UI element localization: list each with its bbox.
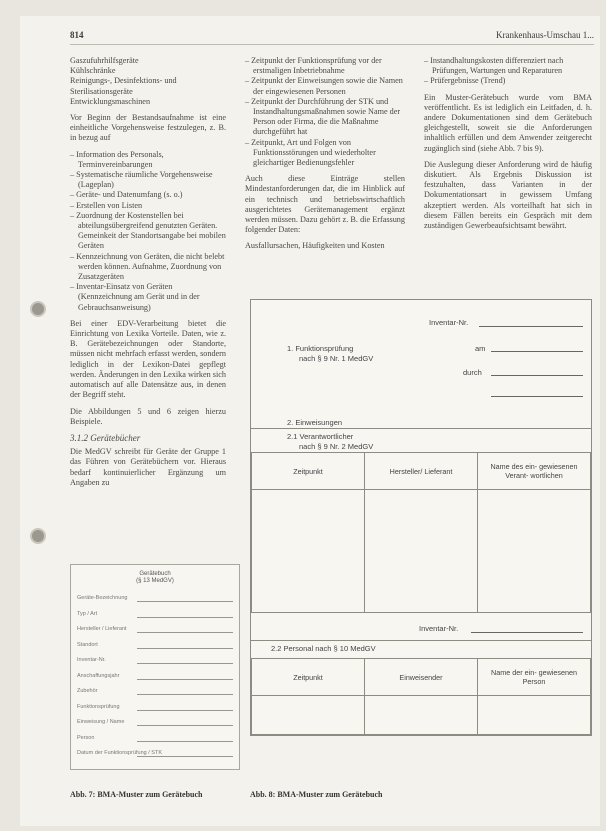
- list-item: – Geräte- und Datenumfang (s. o.): [70, 190, 183, 200]
- table-cell[interactable]: [478, 696, 591, 735]
- durch-label: durch: [463, 368, 482, 377]
- figure-caption: Abb. 7: BMA-Muster zum Gerätebuch: [70, 790, 203, 799]
- geraetebuch-form-small: [70, 564, 240, 770]
- bullet-list: [70, 150, 226, 313]
- form-row-label: Geräte-Bezeichnung: [77, 595, 128, 601]
- section-subtitle: nach § 9 Nr. 2 MedGV: [299, 442, 374, 451]
- form-row-field[interactable]: [137, 617, 233, 618]
- paragraph: Die Auslegung dieser Anforderung wird de häufig diskutiert. Als Ergebnis Diskussion ist festzuhalten, dass Varianten in der Dokumentationsart in gewissem Umfang akzeptiert werden. Als vorteilhaft hat sich in diesem Fällen bereits ein Gespräch mit dem zuständigen Gewerbeaufsichtsamt bewährt.: [424, 159, 592, 231]
- section-title: 2.1 Verantwortlicher: [287, 432, 354, 441]
- list-item: – Prüfergebnisse (Trend): [424, 76, 506, 86]
- paragraph: Vor Beginn der Bestandsaufnahme ist eine einheitliche Vorgehensweise festzulegen, z. B. in bezug auf: [70, 113, 226, 143]
- text-column-2: [245, 56, 405, 258]
- punch-hole-icon: [30, 528, 46, 544]
- paragraph: Bei einer EDV-Verarbeitung bietet die Einrichtung von Lexika Vorteile. Daten, wie z. B. Gerätebezeichnungen oder Standorte, müssen nicht mehrfach erfasst werden, sondern lediglich in der Lexikon-Datei gepflegt werden. Änderungen in den Lexika wirken sich automatisch auf alle Datensätze aus, in denen der Begriff steht.: [70, 318, 226, 400]
- text-column-3: [424, 56, 592, 237]
- divider: [251, 640, 591, 641]
- form-row-field[interactable]: [137, 632, 233, 633]
- form-row-field[interactable]: [137, 663, 233, 664]
- inventar-field[interactable]: [471, 632, 583, 633]
- list-item: – Zeitpunkt der Durchführung der STK und Instandhaltungsmaßnahmen sowie Name der Person oder Firma, die die Maßnahme durchgeführt hat: [245, 96, 401, 137]
- form-row-label: Inventar-Nr.: [77, 657, 106, 663]
- form-row-label: Person: [77, 734, 95, 741]
- am-field[interactable]: [491, 351, 583, 352]
- geraetebuch-form-large: [250, 299, 592, 736]
- form-row-field[interactable]: [137, 601, 233, 602]
- form-row-label: Zubehör: [77, 688, 98, 694]
- running-title: Krankenhaus-Umschau 1...: [496, 30, 594, 40]
- form-row-label: Hersteller / Lieferant: [77, 626, 127, 632]
- form-row: [77, 595, 233, 601]
- inventar-label: Inventar-Nr.: [429, 318, 469, 327]
- list-item: Gaszufuhrhilfsgeräte: [70, 56, 139, 65]
- am-label: am: [475, 344, 486, 353]
- form-row-field[interactable]: [137, 679, 233, 680]
- form-row-field[interactable]: [137, 756, 233, 757]
- list-item: Entwicklungsmaschinen: [70, 96, 151, 106]
- list-item: Reinigungs-, Desinfektions- und Sterilisationsgeräte: [70, 76, 177, 96]
- form-row-field[interactable]: [137, 725, 233, 726]
- bullet-list: [424, 56, 592, 87]
- text-column-1: [70, 56, 226, 494]
- table-cell[interactable]: [252, 490, 365, 613]
- list-item: – Zeitpunkt der Einweisungen sowie die Namen der eingewiesenen Personen: [245, 76, 403, 96]
- durch-field-2[interactable]: [491, 396, 583, 397]
- column-header: Hersteller/ Lieferant: [365, 453, 478, 490]
- section-title: 2.2 Personal nach § 10 MedGV: [271, 644, 376, 653]
- list-item: – Erstellen von Listen: [70, 200, 143, 210]
- table-row: [252, 490, 591, 613]
- form-row: [77, 704, 233, 710]
- page-sheet: [20, 16, 600, 826]
- form-row-field[interactable]: [137, 648, 233, 649]
- form-row-field[interactable]: [137, 710, 233, 711]
- section-heading: 3.1.2 Gerätebücher: [70, 432, 141, 443]
- form-row: [77, 688, 233, 694]
- form-row-label: Standort: [77, 641, 98, 648]
- column-header: Name des ein- gewiesenen Verant- wortlichen: [478, 453, 591, 490]
- inventar-field[interactable]: [479, 326, 583, 327]
- paragraph: Ein Muster-Gerätebuch wurde vom BMA veröffentlicht. Es ist lediglich ein Leitfaden, d. h. andere Dokumentationen sind dem Gerätebuch gleichgestellt, soweit sie die Anforderungen inhaltlich erfüllen und dem Anwender zeitgerecht zugänglich sind (siehe Abb. 7 bis 9).: [424, 92, 592, 153]
- paragraph: Die Abbildungen 5 und 6 zeigen hierzu Beispiele.: [70, 406, 226, 426]
- section-subtitle: nach § 9 Nr. 1 MedGV: [299, 354, 374, 363]
- section-title: 1. Funktionsprüfung: [287, 344, 354, 353]
- paragraph: Ausfallursachen, Häufigkeiten und Kosten: [245, 241, 385, 251]
- figure-caption: Abb. 8: BMA-Muster zum Gerätebuch: [250, 790, 383, 799]
- form-row-label: Einweisung / Name: [77, 719, 125, 725]
- column-header: Einweisender: [365, 659, 478, 696]
- list-item: – Inventar-Einsatz von Geräten (Kennzeichnung am Gerät und in der Gebrauchsanweisung): [70, 282, 200, 312]
- inventar-label: Inventar-Nr.: [419, 624, 459, 633]
- form-row: [77, 719, 233, 725]
- page-number: 814: [70, 30, 84, 40]
- table-header-row: [252, 659, 591, 696]
- form-row-field[interactable]: [137, 694, 233, 695]
- paragraph: Auch diese Einträge stellen Mindestanforderungen dar, die im Hinblick auf ein technisch und betriebswirtschaftlich ausgerichtetes Gerätemanagement ergänzt werden müssen. Dazu gehört z. B. die Erfassung folgender Daten:: [245, 174, 405, 235]
- column-header: Name der ein- gewiesenen Person: [478, 659, 591, 696]
- form-row: [77, 673, 233, 679]
- bullet-list: [245, 56, 405, 168]
- list-item: – Kennzeichnung von Geräten, die nicht belebt werden können. Aufnahme, Zuordnung von Zusatzgeräten: [70, 251, 225, 282]
- list-item: – Systematische räumliche Vorgehensweise (Lageplan): [70, 170, 213, 190]
- form-title: Gerätebuch: [139, 571, 171, 577]
- column-header: Zeitpunkt: [252, 453, 365, 490]
- table-cell[interactable]: [252, 696, 365, 735]
- list-item: – Information des Personals, Terminvereinbarungen: [70, 149, 164, 169]
- personal-table: [251, 658, 591, 735]
- form-row-label: Anschaffungsjahr: [77, 672, 120, 679]
- form-subtitle: (§ 13 MedGV): [136, 578, 174, 584]
- table-header-row: [252, 453, 591, 490]
- form-row-field[interactable]: [137, 741, 233, 742]
- form-row: [77, 611, 233, 617]
- table-cell[interactable]: [478, 490, 591, 613]
- punch-hole-icon: [30, 301, 46, 317]
- form-row-label: Datum der Funktionsprüfung / STK: [77, 750, 162, 756]
- list-item: Kühlschränke: [70, 66, 116, 76]
- form-row-label: Funktionsprüfung: [77, 703, 120, 710]
- device-list: [70, 56, 226, 107]
- table-row: [252, 696, 591, 735]
- page-header: [70, 30, 594, 45]
- paragraph: Die MedGV schreibt für Geräte der Gruppe 1 das Führen von Gerätebüchern vor. Hieraus bedarf kontinuierlicher Ergänzung um Angaben zu: [70, 447, 226, 487]
- table-cell[interactable]: [365, 490, 478, 613]
- table-cell[interactable]: [365, 696, 478, 735]
- form-row: [77, 642, 233, 648]
- einweisung-table: [251, 452, 591, 613]
- form-row: [77, 626, 233, 632]
- form-row: [77, 657, 233, 663]
- form-row-label: Typ / Art: [77, 610, 98, 617]
- list-item: – Zeitpunkt, Art und Folgen von Funktionsstörungen und wiederholter gleichartiger Bedienungsfehler: [245, 137, 376, 168]
- form-row: [77, 735, 233, 741]
- durch-field[interactable]: [491, 375, 583, 376]
- column-header: Zeitpunkt: [252, 659, 365, 696]
- list-item: – Zuordnung der Kostenstellen bei abteilungsübergreifend genutzten Geräten. Gemeinkeit der Standortsangabe bei mobilen Geräten: [70, 210, 226, 251]
- list-item: – Zeitpunkt der Funktionsprüfung vor der erstmaligen Inbetriebnahme: [245, 56, 382, 76]
- list-item: – Instandhaltungskosten differenziert nach Prüfungen, Wartungen und Reparaturen: [424, 56, 564, 76]
- divider: [251, 428, 591, 429]
- form-row: [77, 750, 233, 756]
- section-title: 2. Einweisungen: [287, 418, 343, 427]
